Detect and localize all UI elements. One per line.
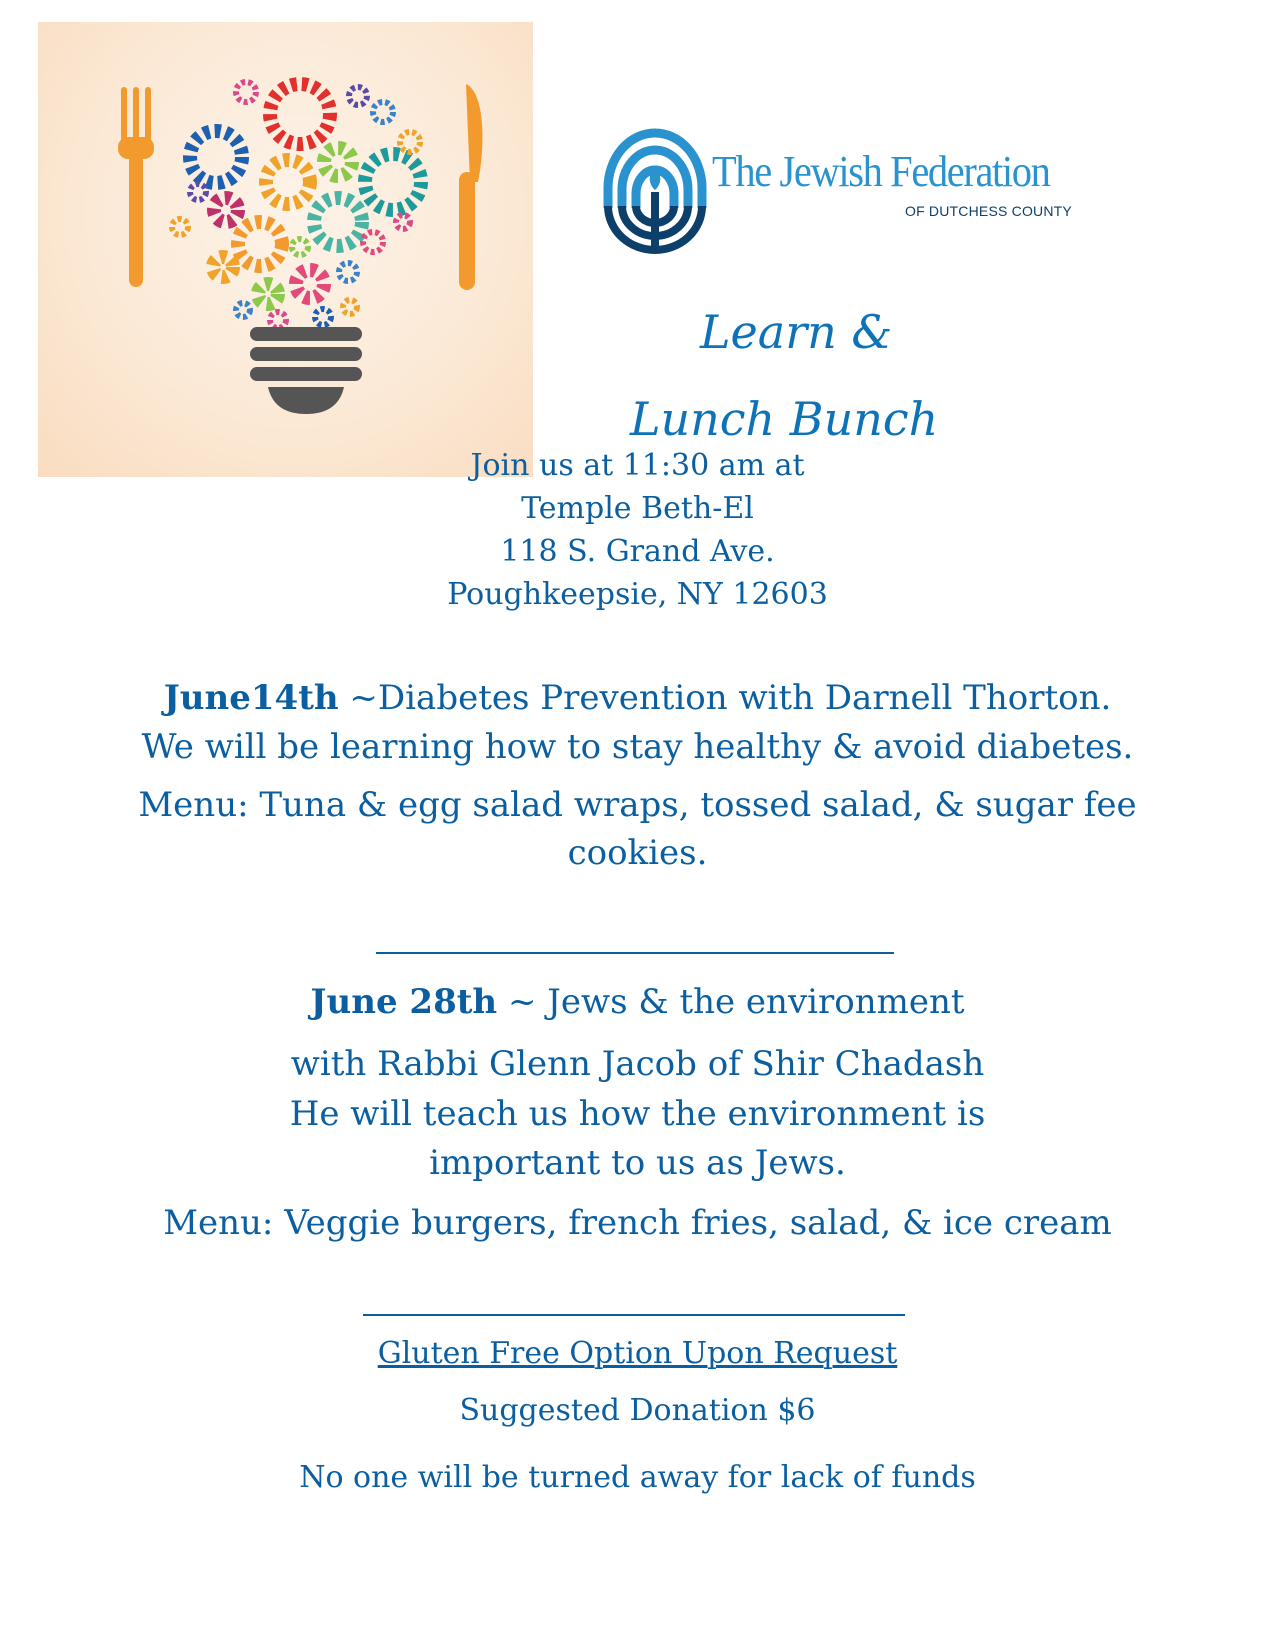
donation-note: Suggested Donation $6	[459, 1393, 816, 1428]
menorah-arch-icon	[600, 118, 710, 258]
federation-subtitle: OF DUTCHESS COUNTY	[905, 203, 1072, 219]
event1-description: We will be learning how to stay healthy & avoid diabetes.	[141, 727, 1134, 767]
divider	[376, 952, 894, 954]
event2-date: June 28th	[310, 982, 498, 1022]
lightbulb-gears-fork-knife-icon	[38, 22, 533, 477]
event2-menu: Menu: Veggie burgers, french fries, salad, & ice cream	[163, 1203, 1112, 1243]
federation-name: The Jewish Federation	[712, 147, 1050, 196]
lightbulb-gears-illustration	[38, 22, 533, 477]
event2-presenter: with Rabbi Glenn Jacob of Shir Chadash	[290, 1044, 985, 1084]
time-line: Join us at 11:30 am at	[470, 448, 805, 483]
city-line: Poughkeepsie, NY 12603	[447, 577, 828, 612]
street-line: 118 S. Grand Ave.	[500, 534, 775, 569]
federation-logo	[600, 118, 1080, 278]
event1-heading	[0, 678, 1275, 718]
event2-description-line1: He will teach us how the environment is	[289, 1094, 986, 1134]
event2-description-line2: important to us as Jews.	[429, 1143, 846, 1183]
title-line-2: Lunch Bunch	[630, 392, 939, 446]
divider	[363, 1314, 905, 1316]
funds-notice: No one will be turned away for lack of funds	[299, 1460, 976, 1495]
event1-topic: ~Diabetes Prevention with Darnell Thorton.	[338, 678, 1112, 718]
event1-menu-line2: cookies.	[567, 833, 708, 873]
event1-menu-line1: Menu: Tuna & egg salad wraps, tossed salad, & sugar fee	[138, 785, 1137, 825]
venue-line: Temple Beth-El	[521, 491, 754, 526]
event2-topic: ~ Jews & the environment	[497, 982, 965, 1022]
event1-date: June14th	[163, 678, 339, 718]
title-line-1: Learn &	[700, 305, 893, 359]
gluten-free-note: Gluten Free Option Upon Request	[377, 1336, 898, 1371]
event2-heading	[0, 982, 1275, 1022]
